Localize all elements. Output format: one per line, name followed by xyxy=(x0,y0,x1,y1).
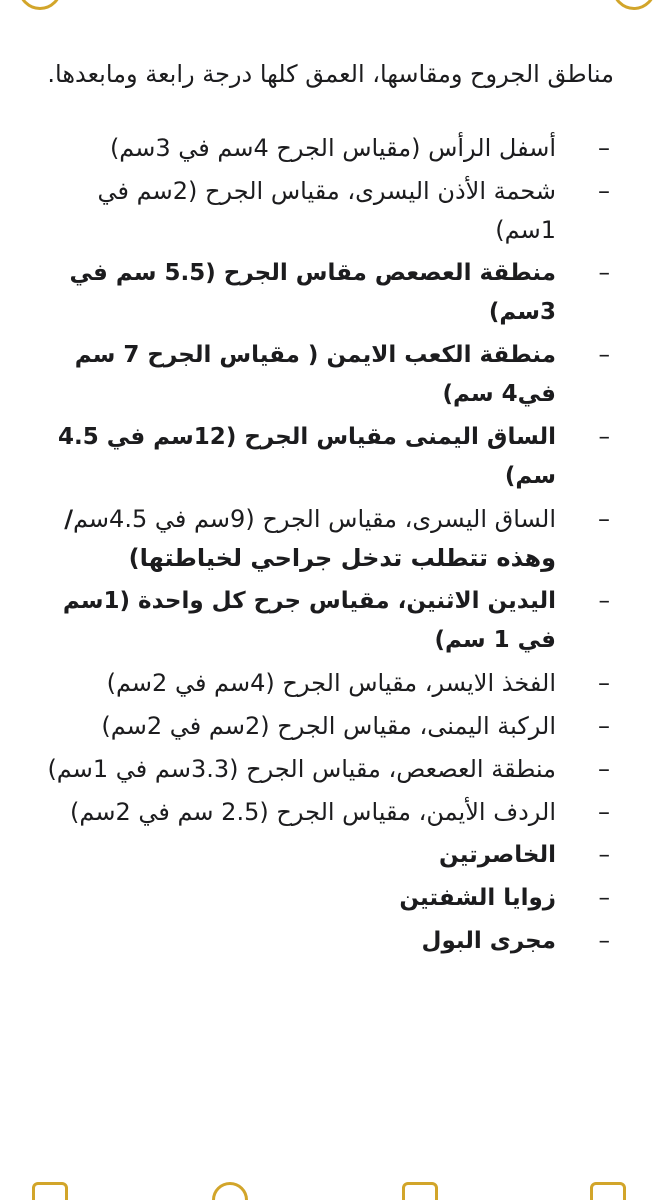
list-item-text: الساق اليمنى مقياس الجرح (12سم في 4.5 سم) xyxy=(58,424,556,489)
list-item-text: شحمة الأذن اليسرى، مقياس الجرح (2سم في 1سم) xyxy=(97,177,556,244)
list-item-text: الركبة اليمنى، مقياس الجرح (2سم في 2سم) xyxy=(101,712,556,740)
list-item xyxy=(30,172,614,250)
dash-marker: – xyxy=(598,260,610,286)
list-item xyxy=(30,664,614,703)
dash-marker: – xyxy=(598,134,610,162)
list-item xyxy=(30,879,614,918)
dash-marker: – xyxy=(598,928,610,954)
list-item-text: الخاصرتين xyxy=(439,842,556,868)
list-item xyxy=(30,582,614,660)
top-toolbar-partial xyxy=(0,0,658,16)
dash-marker: – xyxy=(598,342,610,368)
dash-marker: – xyxy=(598,842,610,868)
top-circle-icon[interactable] xyxy=(18,0,62,10)
list-item-text: اليدين الاثنين، مقياس جرح كل واحدة (1سم في 1 سم) xyxy=(62,588,556,653)
list-item-text: مجرى البول xyxy=(421,928,556,954)
list-item-text-bold: / وهذه تتطلب تدخل جراحي لخياطتها) xyxy=(64,505,556,572)
note-content[interactable] xyxy=(0,40,658,1150)
list-item-text: منطقة العصعص، مقياس الجرح (3.3سم في 1سم) xyxy=(47,755,556,783)
list-item xyxy=(30,922,614,961)
wound-list xyxy=(30,129,614,961)
list-item xyxy=(30,129,614,168)
list-item-text: الردف الأيمن، مقياس الجرح (2.5 سم في 2سم) xyxy=(69,798,556,826)
list-item xyxy=(30,418,614,496)
list-item xyxy=(30,836,614,875)
list-item xyxy=(30,793,614,832)
dash-marker: – xyxy=(598,424,610,450)
dash-marker: – xyxy=(598,669,610,697)
note-intro: مناطق الجروح ومقاسها، العمق كلها درجة رابعة ومابعدها. xyxy=(47,60,614,88)
dash-marker: – xyxy=(598,177,610,205)
list-item-text: زوايا الشفتين xyxy=(399,885,556,911)
dash-marker: – xyxy=(598,712,610,740)
list-item xyxy=(30,750,614,789)
list-item-text: الفخذ الايسر، مقياس الجرح (4سم في 2سم) xyxy=(106,669,556,697)
list-item-text: الساق اليسرى، مقياس الجرح (9سم في 4.5سم xyxy=(72,505,556,533)
list-item xyxy=(30,707,614,746)
dash-marker: – xyxy=(598,505,610,533)
markup-icon[interactable] xyxy=(212,1182,248,1200)
bottom-toolbar-partial xyxy=(0,1180,658,1200)
list-item-text: أسفل الرأس (مقياس الجرح 4سم في 3سم) xyxy=(109,134,556,162)
list-item xyxy=(30,336,614,414)
camera-icon[interactable] xyxy=(402,1182,438,1200)
list-item-text: منطقة الكعب الايمن ( مقياس الجرح 7 سم في4 سم) xyxy=(74,342,556,407)
list-item xyxy=(30,500,614,578)
dash-marker: – xyxy=(598,755,610,783)
dash-marker: – xyxy=(598,588,610,614)
list-item-text: منطقة العصعص مقاس الجرح (5.5 سم في 3سم) xyxy=(69,260,556,325)
dash-marker: – xyxy=(598,798,610,826)
compose-icon[interactable] xyxy=(590,1182,626,1200)
top-right-circle-icon[interactable] xyxy=(612,0,656,10)
list-item xyxy=(30,254,614,332)
dash-marker: – xyxy=(598,885,610,911)
edit-icon[interactable] xyxy=(32,1182,68,1200)
